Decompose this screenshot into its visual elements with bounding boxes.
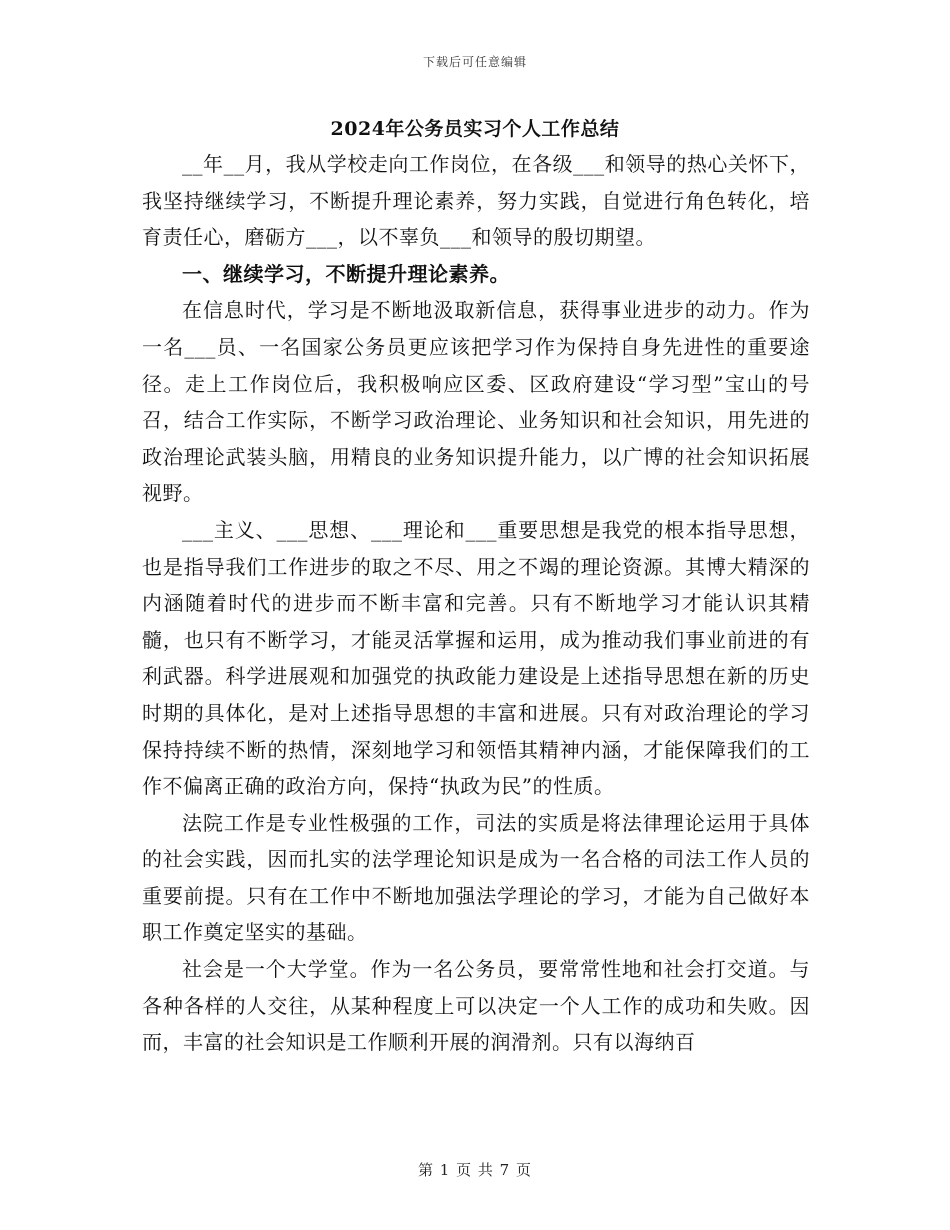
document-title: 2024年公务员实习个人工作总结	[330, 118, 620, 140]
intro-paragraph: __年__月，我从学校走向工作岗位，在各级___和领导的热心关怀下，我坚持继续学习，不断提升理论素养，努力实践，自觉进行角色转化，培育责任心，磨砺方___，以不辜负___和领导的殷切期望。	[142, 152, 810, 250]
header-note: 下载后可任意编辑	[422, 55, 527, 69]
document-body	[142, 146, 810, 1061]
section-1-paragraph: 在信息时代，学习是不断地汲取新信息，获得事业进步的动力。作为一名___员、一名国家公务员更应该把学习作为保持自身先进性的重要途径。走上工作岗位后，我积极响应区委、区政府建设“学习型”宝山的号召，结合工作实际，不断学习政治理论、业务知识和社会知识，用先进的政治理论武装头脑，用精良的业务知识提升能力，以广博的社会知识拓展视野。	[142, 298, 810, 506]
section-heading-1: 一、继续学习，不断提升理论素养。	[182, 261, 510, 286]
section-1-paragraph: ___主义、___思想、___理论和___重要思想是我党的根本指导思想，也是指导我们工作进步的取之不尽、用之不竭的理论资源。其博大精深的内涵随着时代的进步而不断丰富和完善。只有不断地学习才能认识其精髓，也只有不断学习，才能灵活掌握和运用，成为推动我们事业前进的有利武器。科学进展观和加强党的执政能力建设是上述指导思想在新的历史时期的具体化，是对上述指导思想的丰富和进展。只有对政治理论的学习保持持续不断的热情，深刻地学习和领悟其精神内涵，才能保障我们的工作不偏离正确的政治方向，保持“执政为民”的性质。	[142, 517, 810, 799]
section-1-paragraph: 法院工作是专业性极强的工作，司法的实质是将法律理论运用于具体的社会实践，因而扎实的法学理论知识是成为一名合格的司法工作人员的重要前提。只有在工作中不断地加强法学理论的学习，才能为自己做好本职工作奠定坚实的基础。	[142, 810, 810, 945]
page-footer: 第 1 页 共 7 页	[418, 1161, 532, 1179]
section-1-paragraph: 社会是一个大学堂。作为一名公务员，要常常性地和社会打交道。与各种各样的人交往，从某种程度上可以决定一个人工作的成功和失败。因而，丰富的社会知识是工作顺利开展的润滑剂。只有以海纳百	[142, 957, 810, 1055]
